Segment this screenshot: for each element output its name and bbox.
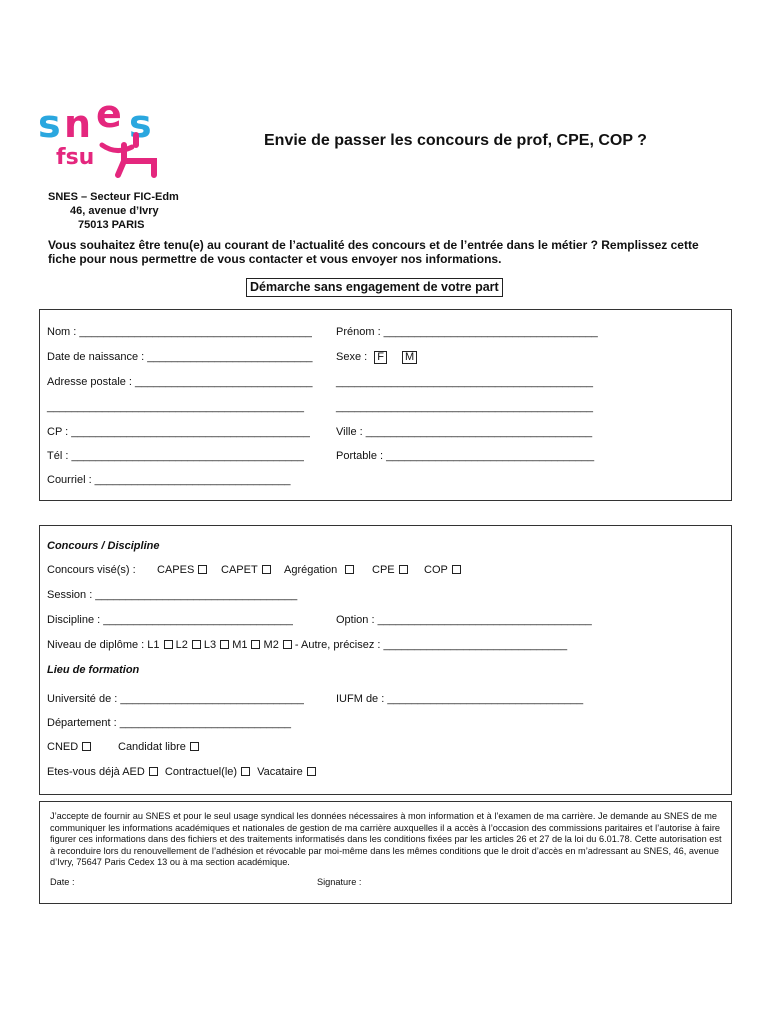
option-field[interactable]: Option : ___________________________________: [336, 614, 592, 626]
aed-checkbox[interactable]: [149, 767, 158, 776]
aed-row: [47, 766, 316, 779]
candidat-libre-checkbox[interactable]: [190, 742, 199, 751]
l3-checkbox[interactable]: [220, 640, 229, 649]
logo-letter-s: s: [38, 102, 61, 146]
address-field-line-2[interactable]: __________________________________________: [47, 401, 304, 413]
cpe-checkbox[interactable]: [399, 565, 408, 574]
session-field[interactable]: Session : _________________________________: [47, 589, 298, 601]
date-field[interactable]: Date :: [50, 877, 75, 887]
cpe-label: CPE: [372, 564, 395, 576]
m1-checkbox[interactable]: [251, 640, 260, 649]
signature-field[interactable]: Signature :: [317, 877, 362, 887]
sexe-group: [336, 351, 417, 364]
diploma-level-row: [47, 639, 567, 652]
iufm-field[interactable]: IUFM de : ________________________________: [336, 693, 584, 705]
universite-field[interactable]: Université de : ______________________________: [47, 693, 304, 705]
logo-letter-e: e: [96, 92, 122, 136]
diploma-level-label: Niveau de diplôme : L1: [47, 639, 160, 651]
tel-field[interactable]: Tél : ______________________________________: [47, 450, 304, 462]
concours-heading: Concours / Discipline: [47, 540, 160, 552]
agregation-checkbox[interactable]: [345, 565, 354, 574]
l2-checkbox[interactable]: [192, 640, 201, 649]
sexe-m-checkbox[interactable]: M: [402, 351, 417, 364]
cpe-option[interactable]: [372, 564, 408, 577]
vacataire-checkbox[interactable]: [307, 767, 316, 776]
identity-section: [39, 309, 732, 501]
discipline-field[interactable]: Discipline : _______________________________: [47, 614, 293, 626]
sexe-f-checkbox[interactable]: F: [374, 351, 387, 364]
prenom-field[interactable]: Prénom : ___________________________________: [336, 326, 598, 338]
candidat-libre-label: Candidat libre: [118, 741, 186, 753]
address-line-1: SNES – Secteur FIC-Edm: [48, 191, 179, 203]
contractuel-checkbox[interactable]: [241, 767, 250, 776]
cned-label: CNED: [47, 741, 79, 753]
snes-fsu-logo: [34, 92, 174, 185]
consent-text: J’accepte de fournir au SNES et pour le seul usage syndical les données nécessaires à mon information et à l’examen de ma carrière. Je demande au SNES de me communiquer les informations académiques et nationales de gestion de ma carrière auxquelles il a accès à l’occasion des commissions paritaires et l’autorise à faire figurer ces informations dans des fichiers et des traitements informatisés dans les conditions fixées par les articles 26 et 27 de la loi du 6.01.78. Cette autorisation est à reconduire lors du renouvellement de l’adhésion et révocable par moi-même dans les mêmes conditions que le droit d’accès en m’adressant au SNES, 46, avenue d’Ivry, 75647 Paris Cedex 13 ou à ma section académique.: [50, 811, 722, 867]
address-line-2: 46, avenue d’Ivry: [70, 205, 159, 217]
m1-label: M1: [232, 639, 248, 651]
capet-option[interactable]: [221, 564, 271, 577]
courriel-field[interactable]: Courriel : ________________________________: [47, 474, 291, 486]
capet-checkbox[interactable]: [262, 565, 271, 574]
vacataire-label: Vacataire: [257, 766, 303, 778]
autre-field[interactable]: - Autre, précisez : ______________________________: [294, 639, 568, 651]
cop-checkbox[interactable]: [452, 565, 461, 574]
nom-field[interactable]: Nom : ______________________________________: [47, 326, 312, 338]
capes-checkbox[interactable]: [198, 565, 207, 574]
ville-field[interactable]: Ville : _____________________________________: [336, 426, 593, 438]
agregation-option[interactable]: [284, 564, 354, 577]
subtitle-no-commitment: Démarche sans engagement de votre part: [246, 278, 503, 297]
m2-label: M2: [263, 639, 279, 651]
lieu-heading: Lieu de formation: [47, 664, 140, 676]
portable-field[interactable]: Portable : __________________________________: [336, 450, 595, 462]
address-field-right-1[interactable]: __________________________________________: [336, 376, 593, 388]
cned-option[interactable]: [47, 741, 91, 754]
address-field-right-2[interactable]: __________________________________________: [336, 401, 593, 413]
m2-checkbox[interactable]: [283, 640, 292, 649]
logo-fsu: fsu: [56, 145, 95, 170]
address-line-3: 75013 PARIS: [78, 219, 145, 231]
page-title: Envie de passer les concours de prof, CPE, COP ?: [264, 132, 647, 149]
intro-text: Vous souhaitez être tenu(e) au courant de l’actualité des concours et de l’entrée dans le métier ? Remplissez cette fiche pour nous permettre de vous contacter et vous envoyer nos informations.: [48, 238, 699, 266]
sexe-label: Sexe :: [336, 351, 368, 363]
logo-figure-icon: [96, 131, 166, 179]
concours-vises-label: Concours visé(s) :: [47, 564, 136, 576]
birthdate-field[interactable]: Date de naissance : ___________________________: [47, 351, 313, 363]
cned-checkbox[interactable]: [82, 742, 91, 751]
sender-address: [48, 190, 179, 232]
aed-label: Etes-vous déjà AED: [47, 766, 145, 778]
capes-option[interactable]: [157, 564, 207, 577]
contractuel-label: Contractuel(le): [164, 766, 238, 778]
capet-label: CAPET: [221, 564, 258, 576]
logo-letter-s2: s: [129, 102, 152, 146]
departement-field[interactable]: Département : ____________________________: [47, 717, 292, 729]
logo-letter-n: n: [64, 102, 92, 146]
cp-field[interactable]: CP : _______________________________________: [47, 426, 310, 438]
candidat-libre-option[interactable]: [118, 741, 199, 754]
capes-label: CAPES: [157, 564, 195, 576]
l2-label: L2: [175, 639, 188, 651]
cop-option[interactable]: [424, 564, 461, 577]
l1-checkbox[interactable]: [164, 640, 173, 649]
address-field[interactable]: Adresse postale : _____________________________: [47, 376, 313, 388]
agregation-label: Agrégation: [284, 564, 338, 576]
cop-label: COP: [424, 564, 448, 576]
concours-section: [39, 525, 732, 795]
l3-label: L3: [203, 639, 217, 651]
